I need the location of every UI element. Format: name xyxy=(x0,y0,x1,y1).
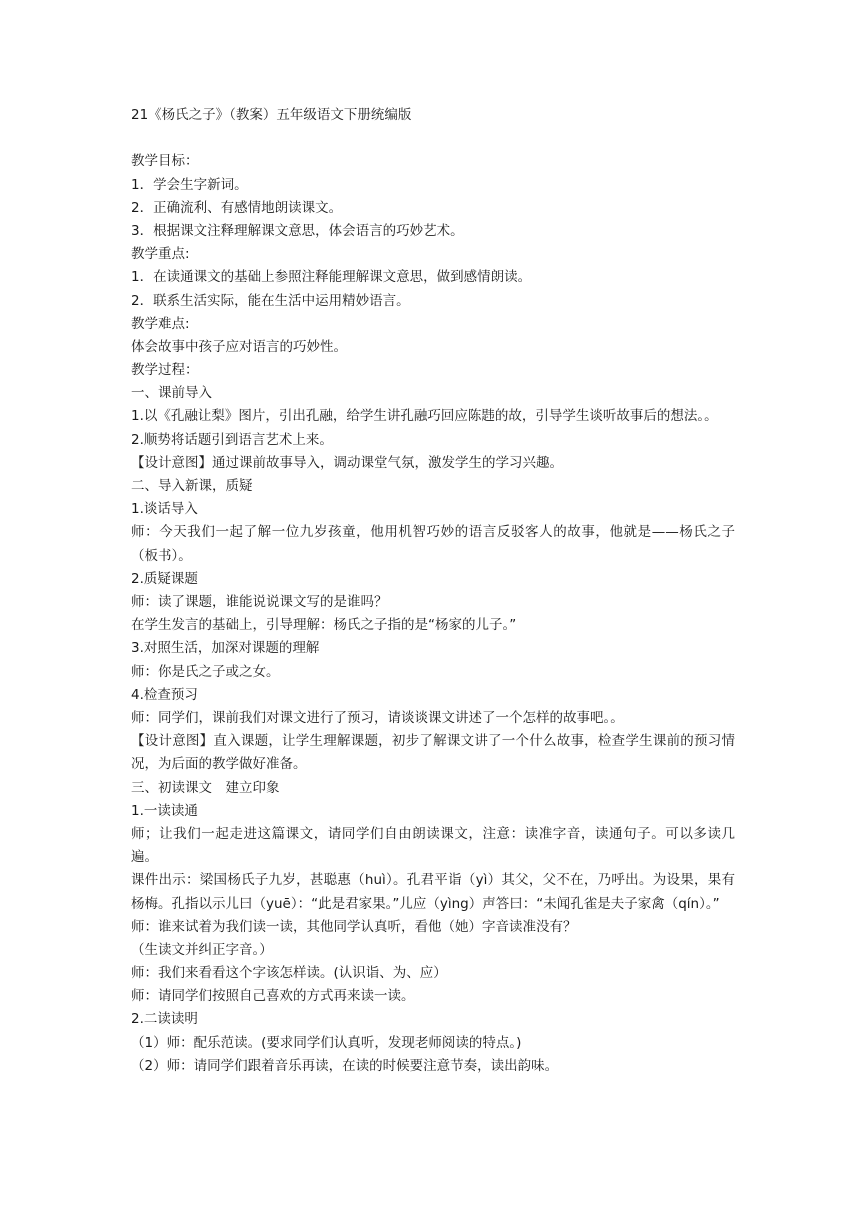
design-intent-1: 【设计意图】通过课前故事导入，调动课堂气氛，激发学生的学习兴趣。 xyxy=(131,454,563,471)
subheading: 1.一读读通 xyxy=(131,802,198,819)
section-heading-2: 二、导入新课，质疑 xyxy=(131,478,253,495)
subheading: 4.检查预习 xyxy=(131,686,198,703)
document-body xyxy=(131,104,735,1078)
document-title: 21《杨氏之子》（教案）五年级语文下册统编版 xyxy=(131,107,412,123)
goal-item-3: 3．根据课文注释理解课文意思，体会语言的巧妙艺术。 xyxy=(131,222,464,239)
paragraph: （2）师：请同学们跟着音乐再读，在读的时候要注意节奏，读出韵味。 xyxy=(131,1057,559,1074)
subheading: 3.对照生活，加深对课题的理解 xyxy=(131,640,320,657)
heading-teaching-goals: 教学目标： xyxy=(131,153,199,170)
paragraph: （1）师：配乐范读。(要求同学们认真听，发现老师阅读的特点。) xyxy=(131,1034,522,1051)
heading-difficulties: 教学难点: xyxy=(131,315,190,332)
section-heading-1: 一、课前导入 xyxy=(131,385,212,402)
paragraph: 师：你是氏之子或之女。 xyxy=(131,663,280,680)
key-point-2: 2．联系生活实际，能在生活中运用精妙语言。 xyxy=(131,292,410,309)
goal-item-2: 2．正确流利、有感情地朗读课文。 xyxy=(131,199,343,216)
paragraph: 师：谁来试着为我们读一读，其他同学认真听，看他（她）字音读准没有？ xyxy=(131,918,577,935)
paragraph: 师：今天我们一起了解一位九岁孩童，他用机智巧妙的语言反驳客人的故事，他就是——杨氏之子（板书）。 xyxy=(131,524,735,564)
paragraph: 师：读了课题，谁能说说课文写的是谁吗？ xyxy=(131,593,388,610)
heading-key-points: 教学重点: xyxy=(131,246,190,263)
paragraph: 师；让我们一起走进这篇课文，请同学们自由朗读课文，注意：读准字音，读通句子。可以多读几遍。 xyxy=(131,825,735,866)
subheading: 2.二读读明 xyxy=(131,1011,198,1028)
design-intent-2: 【设计意图】直入课题，让学生理解课题，初步了解课文讲了一个什么故事，检查学生课前的预习情况，为后面的教学做好准备。 xyxy=(131,733,735,773)
paragraph: 在学生发言的基础上，引导理解：杨氏之子指的是“杨家的儿子。” xyxy=(131,617,517,634)
subheading: 2.质疑课题 xyxy=(131,570,198,587)
subheading: 1.谈话导入 xyxy=(131,501,198,518)
heading-process: 教学过程： xyxy=(131,362,199,379)
paragraph: 师：我们来看看这个字该怎样读。(认识诣、为、应） xyxy=(131,965,447,982)
paragraph: 1.以《孔融让梨》图片，引出孔融，给学生讲孔融巧回应陈韪的故，引导学生谈听故事后的想法。。 xyxy=(131,408,718,425)
paragraph: 师：同学们，课前我们对课文进行了预习，请谈谈课文讲述了一个怎样的故事吧。。 xyxy=(131,709,624,726)
paragraph: 2.顺势将话题引到语言艺术上来。 xyxy=(131,431,333,448)
key-point-1: 1．在读通课文的基础上参照注释能理解课文意思，做到感情朗读。 xyxy=(131,269,532,286)
section-heading-3: 三、初读课文 建立印象 xyxy=(131,779,280,796)
paragraph: （生读文并纠正字音。） xyxy=(131,941,273,958)
difficulty-text: 体会故事中孩子应对语言的巧妙性。 xyxy=(131,338,347,355)
paragraph: 师：请同学们按照自己喜欢的方式再来读一读。 xyxy=(131,988,415,1005)
courseware-text: 课件出示：梁国杨氏子九岁，甚聪惠（huì）。孔君平诣（yì）其父，父不在，乃呼出。为设果，果有杨梅。孔指以示儿曰（yuē）：“此是君家果。”儿应（yìng）声答曰：“未闻孔雀是夫子家禽（qín）。” xyxy=(131,872,735,912)
goal-item-1: 1．学会生字新词。 xyxy=(131,176,248,193)
